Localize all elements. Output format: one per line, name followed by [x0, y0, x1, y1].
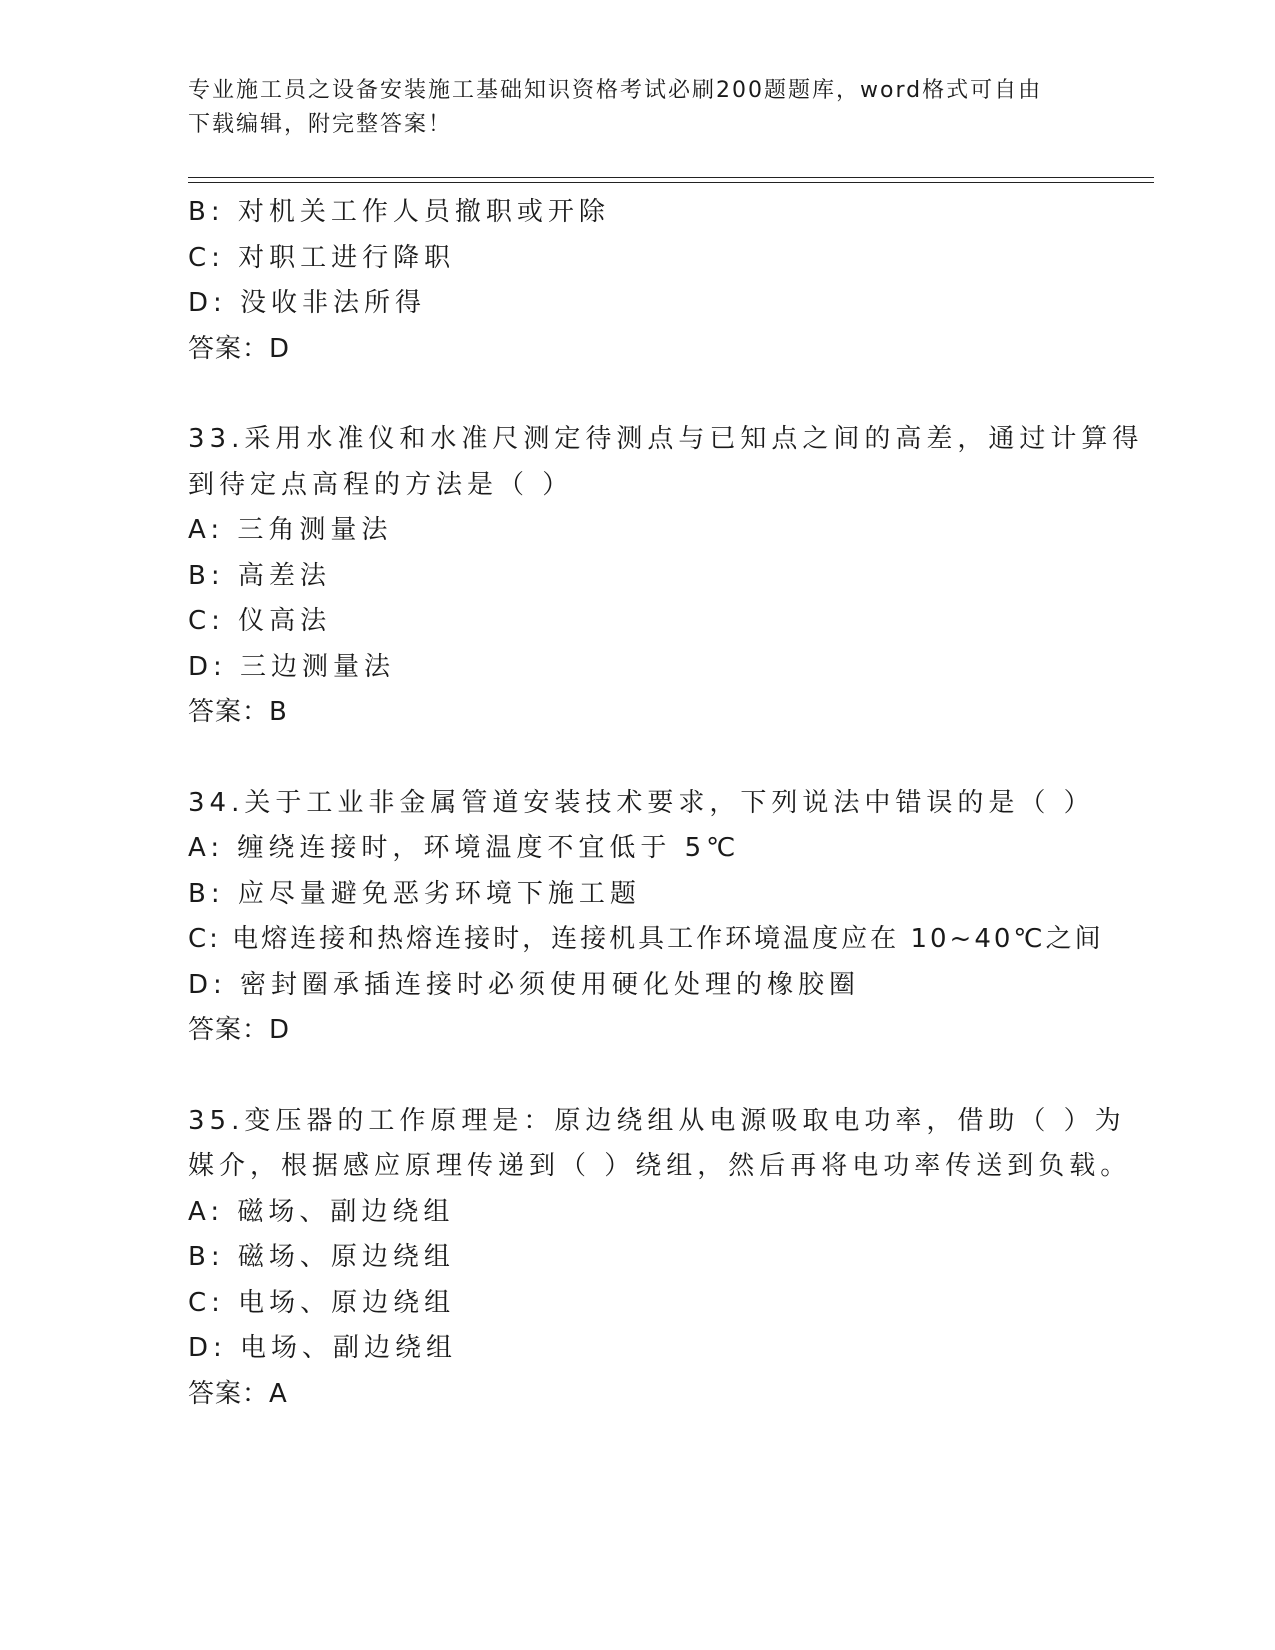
option-a: A: 三角测量法: [188, 515, 393, 545]
option-b: B: 高差法: [188, 560, 331, 591]
option-b: B: 应尽量避免恶劣环境下施工题: [188, 878, 641, 909]
option-b: B: 对机关工作人员撤职或开除: [188, 197, 610, 227]
option-d: D: 电场、副边绕组: [188, 1333, 458, 1363]
answer-line: 答案：A: [188, 1378, 288, 1409]
option-c: C: 电场、原边绕组: [188, 1287, 456, 1318]
option-d: D: 密封圈承插连接时必须使用硬化处理的橡胶圈: [188, 969, 861, 1000]
header-divider-bottom: [188, 182, 1154, 183]
question-list: [188, 190, 1154, 1417]
header-line-1: 专业施工员之设备安装施工基础知识资格考试必刷200题题库，word格式可自由: [188, 78, 1043, 103]
question-stem-line: 33.采用水准仪和水准尺测定待测点与已知点之间的高差，通过计算得: [188, 424, 1144, 454]
option-b: B: 磁场、原边绕组: [188, 1242, 455, 1272]
document-header: [188, 74, 1068, 142]
option-c: C: 电熔连接和热熔连接时，连接机具工作环境温度应在 10~40℃之间: [188, 924, 1104, 954]
answer-line: 答案：D: [188, 333, 291, 364]
question-34: [188, 781, 1154, 1054]
question-stem-line: 媒介，根据感应原理传递到（ ）绕组，然后再将电功率传送到负载。: [188, 1151, 1132, 1181]
header-line-2: 下载编辑，附完整答案！: [188, 112, 453, 137]
option-a: A: 磁场、副边绕组: [188, 1196, 455, 1227]
question-stem-line: 到待定点高程的方法是（ ）: [188, 469, 574, 500]
option-c: C: 仪高法: [188, 606, 332, 636]
option-c: C: 对职工进行降职: [188, 242, 456, 273]
answer-line: 答案：B: [188, 697, 288, 727]
question-stem-line: 35.变压器的工作原理是：原边绕组从电源吸取电功率，借助（ ）为: [188, 1105, 1126, 1136]
option-d: D: 三边测量法: [188, 651, 396, 682]
question-32-continuation: [188, 190, 1154, 372]
option-d: D: 没收非法所得: [188, 288, 427, 318]
question-33: [188, 417, 1154, 736]
option-a: A: 缠绕连接时，环境温度不宜低于 5℃: [188, 833, 741, 863]
question-35: [188, 1099, 1154, 1418]
header-divider-top: [188, 177, 1154, 178]
answer-line: 答案：D: [188, 1015, 291, 1045]
question-stem-line: 34.关于工业非金属管道安装技术要求，下列说法中错误的是（ ）: [188, 787, 1095, 818]
